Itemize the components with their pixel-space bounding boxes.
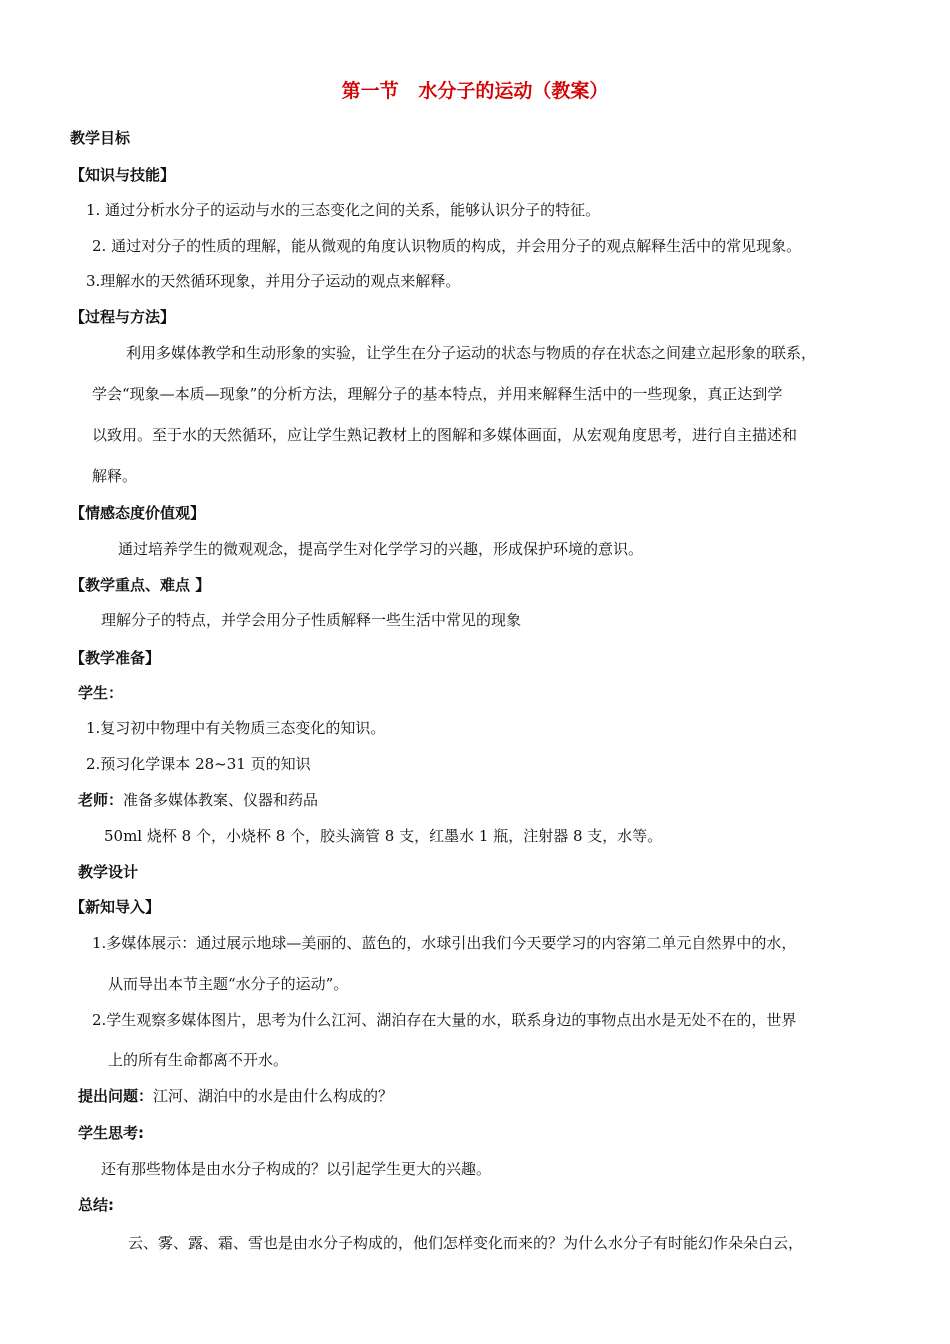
question-label: 提出问题： [78,1087,154,1105]
design-heading: 教学设计 [78,863,139,881]
keypoints-heading: 【教学重点、难点 】 [70,576,211,594]
teacher-text: 准备多媒体教案、仪器和药品 [123,791,319,809]
process-line-2: 学会“现象—本质—现象”的分析方法，理解分子的基本特点，并用来解释生活中的一些现象，真正达到学 [92,385,783,403]
teacher-label: 老师： [78,791,124,809]
summary-label: 总结: [78,1196,114,1214]
knowledge-item-2: 2. 通过对分子的性质的理解，能从微观的角度认识物质的构成，并会用分子的观点解释生活中的常见现象。 [92,237,802,255]
prep-heading: 【教学准备】 [70,649,161,667]
question-line [78,1086,393,1106]
summary-text: 云、雾、露、霜、雪也是由水分子构成的，他们怎样变化而来的？为什么水分子有时能幻作朵朵白云， [128,1234,804,1252]
keypoints-text: 理解分子的特点，并学会用分子性质解释一些生活中常见的现象 [101,611,522,629]
document-title: 第一节 水分子的运动（教案） [341,80,609,102]
intro-heading: 【新知导入】 [70,898,161,916]
think-label: 学生思考: [78,1124,144,1142]
emotion-text: 通过培养学生的微观观念，提高学生对化学学习的兴趣，形成保护环境的意识。 [118,540,644,558]
student-label: 学生： [78,684,124,702]
knowledge-heading: 【知识与技能】 [70,166,176,184]
intro-item-2-line-2: 上的所有生命都离不开水。 [108,1051,289,1069]
intro-item-2-line-1: 2.学生观察多媒体图片，思考为什么江河、湖泊存在大量的水，联系身边的事物点出水是无处不在的，世界 [92,1011,797,1029]
materials-text: 50ml 烧杯 8 个，小烧杯 8 个，胶头滴管 8 支，红墨水 1 瓶，注射器 8 支，水等。 [104,827,663,845]
student-item-2: 2.预习化学课本 28~31 页的知识 [86,755,311,773]
process-line-1: 利用多媒体教学和生动形象的实验，让学生在分子运动的状态与物质的存在状态之间建立起形象的联系， [126,344,817,362]
objectives-heading: 教学目标 [70,129,131,147]
think-text: 还有那些物体是由水分子构成的？以引起学生更大的兴趣。 [101,1160,492,1178]
process-line-4: 解释。 [92,467,138,485]
knowledge-item-3: 3.理解水的天然循环现象，并用分子运动的观点来解释。 [86,272,461,290]
question-text: 江河、湖泊中的水是由什么构成的？ [153,1087,394,1105]
emotion-heading: 【情感态度价值观】 [70,504,206,522]
process-line-3: 以致用。至于水的天然循环，应让学生熟记教材上的图解和多媒体画面，从宏观角度思考，进行自主描述和 [92,426,798,444]
intro-item-1-line-1: 1.多媒体展示：通过展示地球—美丽的、蓝色的，水球引出我们今天要学习的内容第二单元自然界中的水， [92,934,797,952]
process-heading: 【过程与方法】 [70,308,176,326]
teacher-line [78,790,318,810]
intro-item-1-line-2: 从而导出本节主题“水分子的运动”。 [108,975,349,993]
student-item-1: 1.复习初中物理中有关物质三态变化的知识。 [86,719,386,737]
knowledge-item-1: 1. 通过分析水分子的运动与水的三态变化之间的关系，能够认识分子的特征。 [86,201,601,219]
